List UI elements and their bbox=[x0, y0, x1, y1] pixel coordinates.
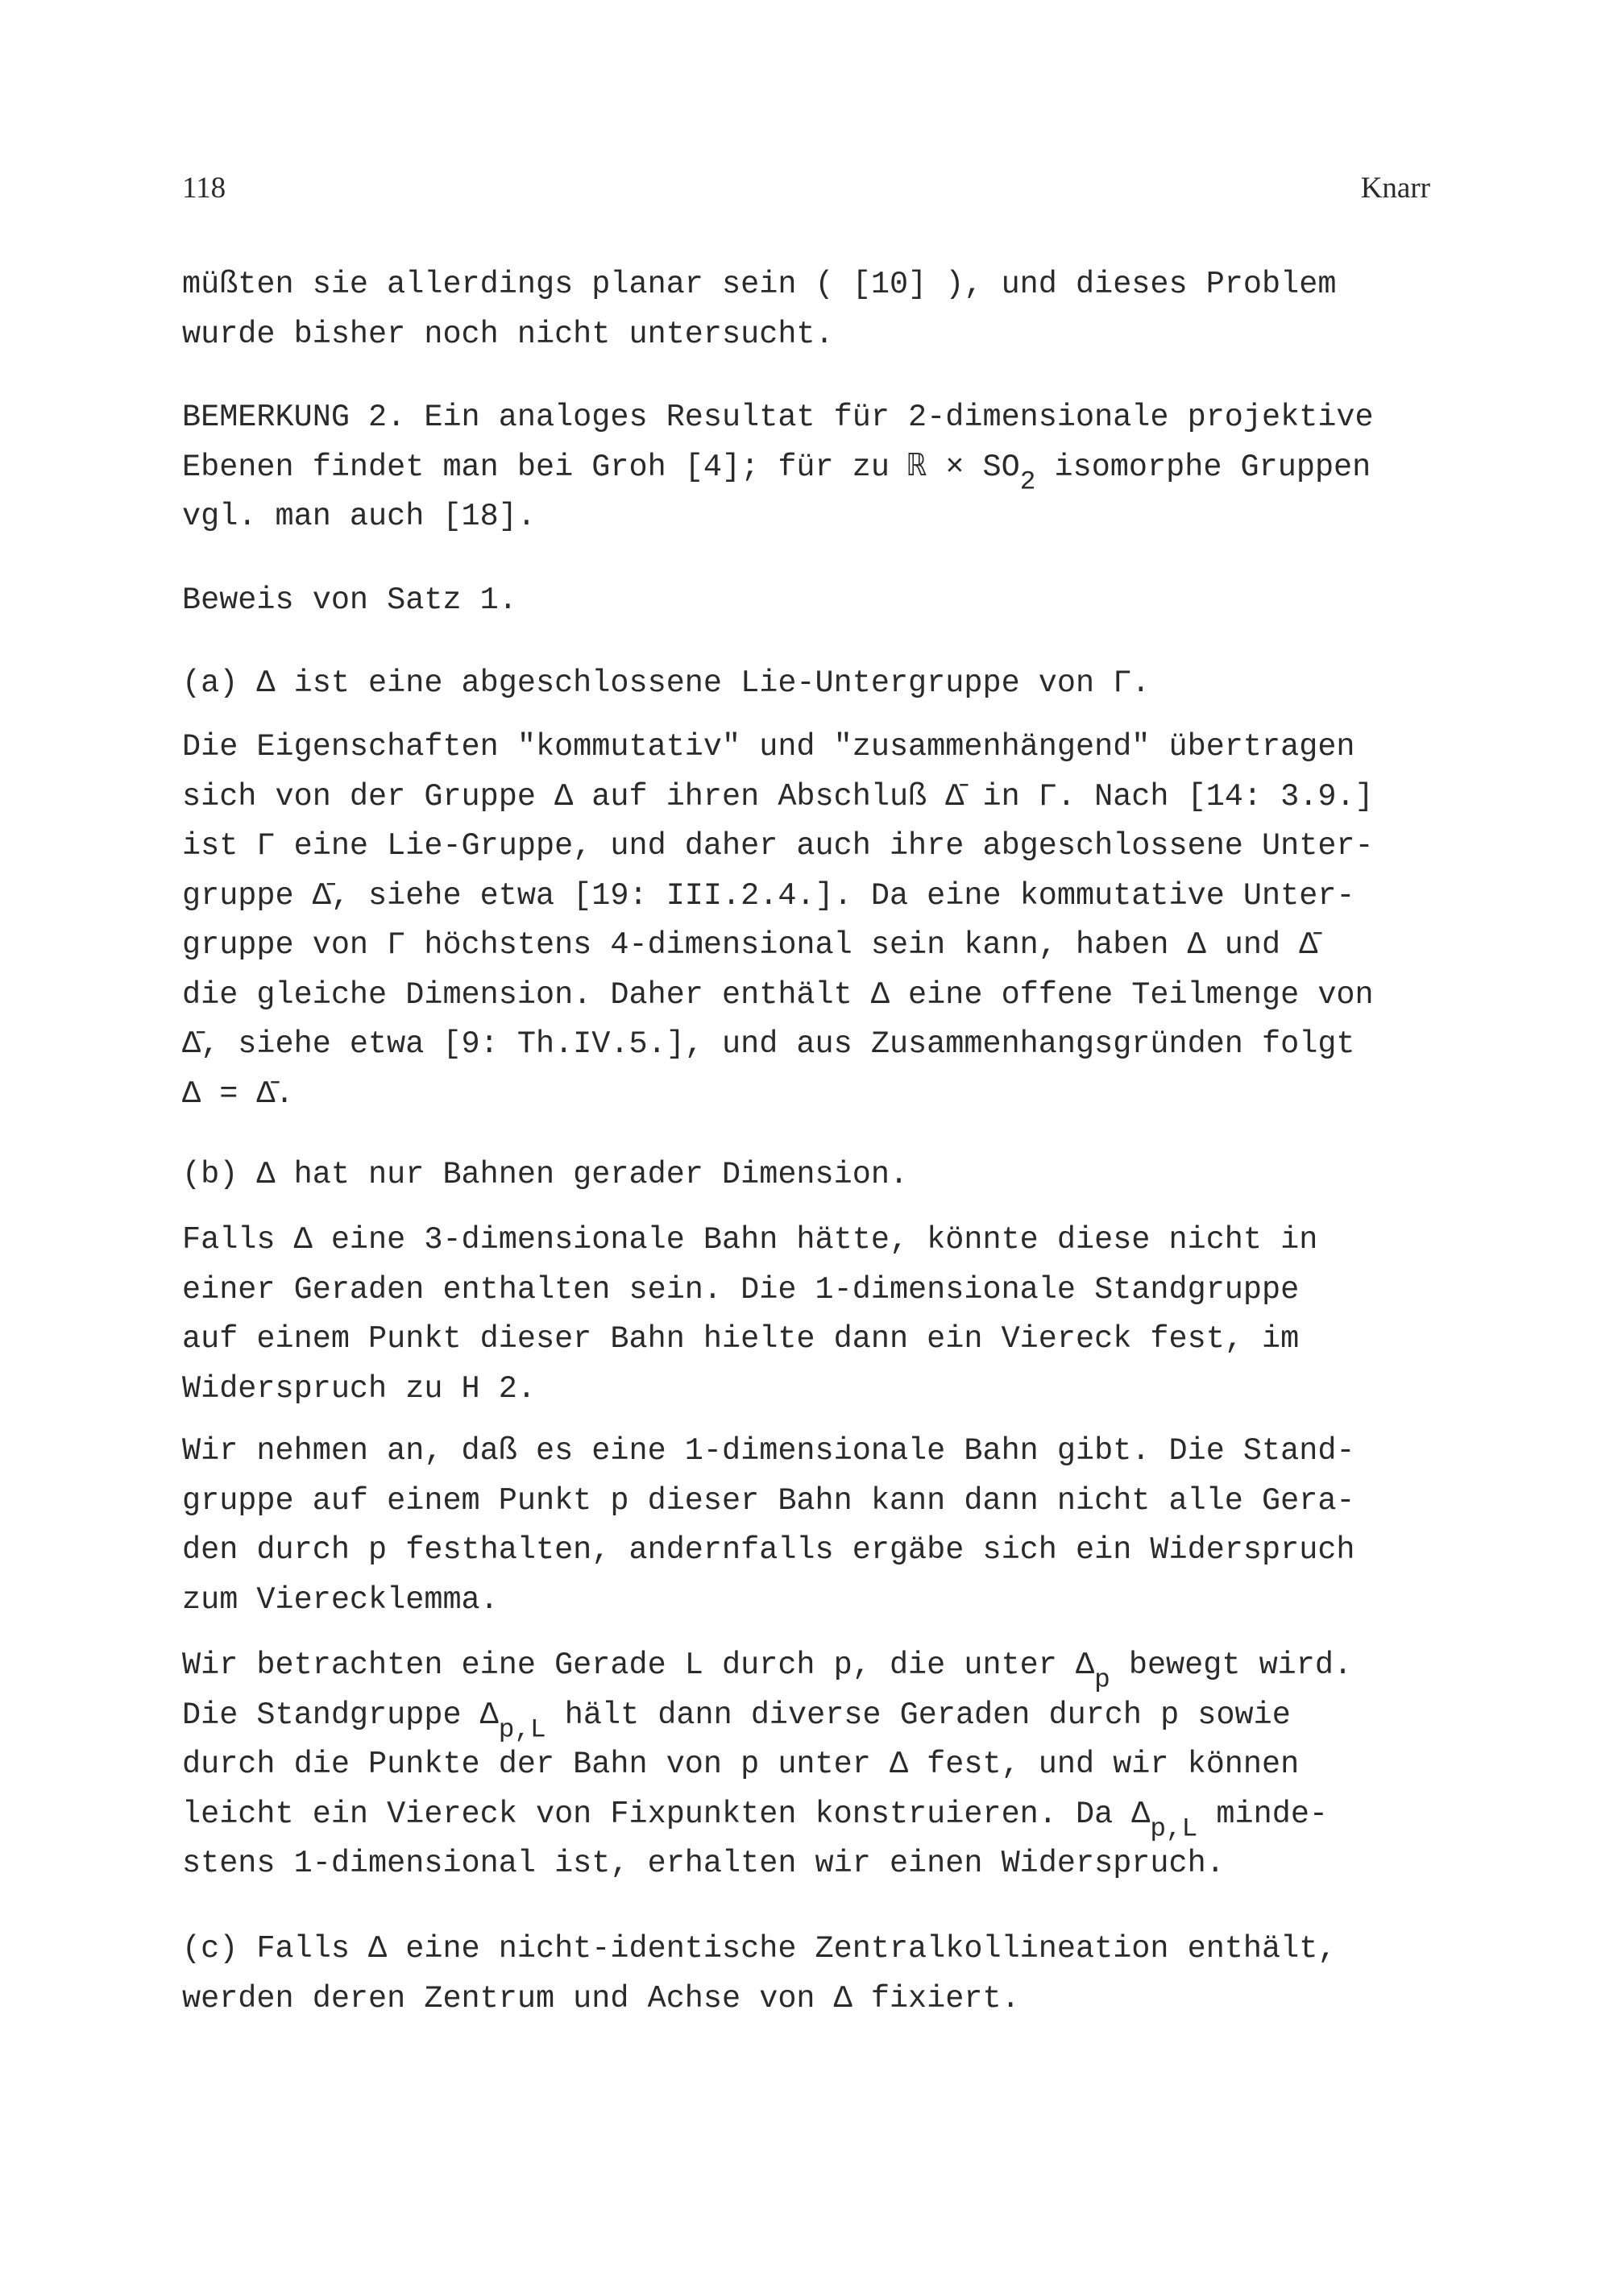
subscript: 2 bbox=[1019, 466, 1036, 496]
text-line: gruppe Δ̄, siehe etwa [19: III.2.4.]. Da eine kommutative Unter- bbox=[182, 877, 1355, 914]
text-line: müßten sie allerdings planar sein ( [10] ), und dieses Problem bbox=[182, 267, 1337, 302]
text-line: sich von der Gruppe Δ auf ihren Abschluß Δ̄ in Γ. Nach [14: 3.9.] bbox=[182, 778, 1374, 814]
text-segment: hält dann diverse Geraden durch p sowie bbox=[546, 1697, 1291, 1733]
remark-2-paragraph bbox=[182, 393, 1440, 542]
claim-b-paragraph-1 bbox=[182, 1216, 1440, 1414]
text-segment: minde- bbox=[1197, 1796, 1329, 1832]
page-number: 118 bbox=[182, 172, 226, 205]
paragraph-intro bbox=[182, 260, 1440, 359]
text-line: (b) Δ hat nur Bahnen gerader Dimension. bbox=[182, 1157, 909, 1192]
text-line bbox=[182, 1647, 1353, 1695]
text-line bbox=[182, 1697, 1291, 1744]
proof-heading bbox=[182, 576, 1440, 626]
claim-c-paragraph bbox=[182, 1925, 1440, 2024]
text-line: Falls Δ eine 3-dimensionale Bahn hätte, könnte diese nicht in bbox=[182, 1222, 1318, 1258]
claim-b-heading bbox=[182, 1150, 1440, 1200]
claim-a-heading bbox=[182, 659, 1440, 709]
text-line: (c) Falls Δ eine nicht-identische Zentralkollineation enthält, bbox=[182, 1931, 1337, 1967]
claim-b-paragraph-3 bbox=[182, 1641, 1440, 1889]
text-line: auf einem Punkt dieser Bahn hielte dann ein Viereck fest, im bbox=[182, 1321, 1300, 1357]
text-line: BEMERKUNG 2. Ein analoges Resultat für 2-dimensionale projektive bbox=[182, 400, 1374, 435]
page-header bbox=[182, 171, 1430, 211]
text-line: Die Eigenschaften "kommutativ" und "zusammenhängend" übertragen bbox=[182, 729, 1355, 765]
subscript: p,L bbox=[498, 1714, 546, 1744]
text-line: Widerspruch zu H 2. bbox=[182, 1370, 536, 1407]
subscript: p bbox=[1094, 1664, 1110, 1695]
text-segment: Wir betrachten eine Gerade L durch p, die unter Δ bbox=[182, 1647, 1095, 1683]
text-line: werden deren Zentrum und Achse von Δ fixiert. bbox=[182, 1980, 1020, 2016]
text-line: einer Geraden enthalten sein. Die 1-dimensionale Standgruppe bbox=[182, 1271, 1300, 1308]
text-line: den durch p festhalten, andernfalls ergäbe sich ein Widerspruch bbox=[182, 1532, 1355, 1568]
text-segment: isomorphe Gruppen bbox=[1035, 449, 1371, 485]
text-line: vgl. man auch [18]. bbox=[182, 499, 536, 534]
text-line: zum Vierecklemma. bbox=[182, 1581, 499, 1618]
running-head-author: Knarr bbox=[1360, 172, 1430, 205]
subscript: p,L bbox=[1150, 1813, 1198, 1843]
text-segment: Ebenen findet man bei Groh [4]; für zu ℝ × SO bbox=[182, 449, 1020, 485]
text-line: gruppe von Γ höchstens 4-dimensional sein kann, haben Δ und Δ̄ bbox=[182, 927, 1318, 963]
text-line: durch die Punkte der Bahn von p unter Δ fest, und wir können bbox=[182, 1747, 1300, 1782]
text-line: ist Γ eine Lie-Gruppe, und daher auch ihre abgeschlossene Unter- bbox=[182, 828, 1374, 864]
text-line: Δ = Δ̄. bbox=[182, 1075, 294, 1112]
text-line: stens 1-dimensional ist, erhalten wir einen Widerspruch. bbox=[182, 1846, 1225, 1881]
text-line bbox=[182, 449, 1371, 496]
text-line bbox=[182, 1796, 1329, 1843]
text-segment: bewegt wird. bbox=[1110, 1647, 1353, 1683]
claim-b-paragraph-2 bbox=[182, 1427, 1440, 1625]
text-segment: leicht ein Viereck von Fixpunkten konstruieren. Da Δ bbox=[182, 1796, 1151, 1832]
text-segment: Die Standgruppe Δ bbox=[182, 1697, 499, 1733]
text-line: die gleiche Dimension. Daher enthält Δ eine offene Teilmenge von bbox=[182, 976, 1374, 1013]
text-line: Δ̄, siehe etwa [9: Th.IV.5.], und aus Zusammenhangsgründen folgt bbox=[182, 1026, 1355, 1062]
text-line: gruppe auf einem Punkt p dieser Bahn kann dann nicht alle Gera- bbox=[182, 1482, 1355, 1519]
text-line: wurde bisher noch nicht untersucht. bbox=[182, 316, 834, 352]
text-line: (a) Δ ist eine abgeschlossene Lie-Untergruppe von Γ. bbox=[182, 665, 1151, 701]
text-line: Wir nehmen an, daß es eine 1-dimensionale Bahn gibt. Die Stand- bbox=[182, 1433, 1355, 1469]
text-line: Beweis von Satz 1. bbox=[182, 582, 517, 618]
claim-a-proof-paragraph bbox=[182, 723, 1440, 1119]
